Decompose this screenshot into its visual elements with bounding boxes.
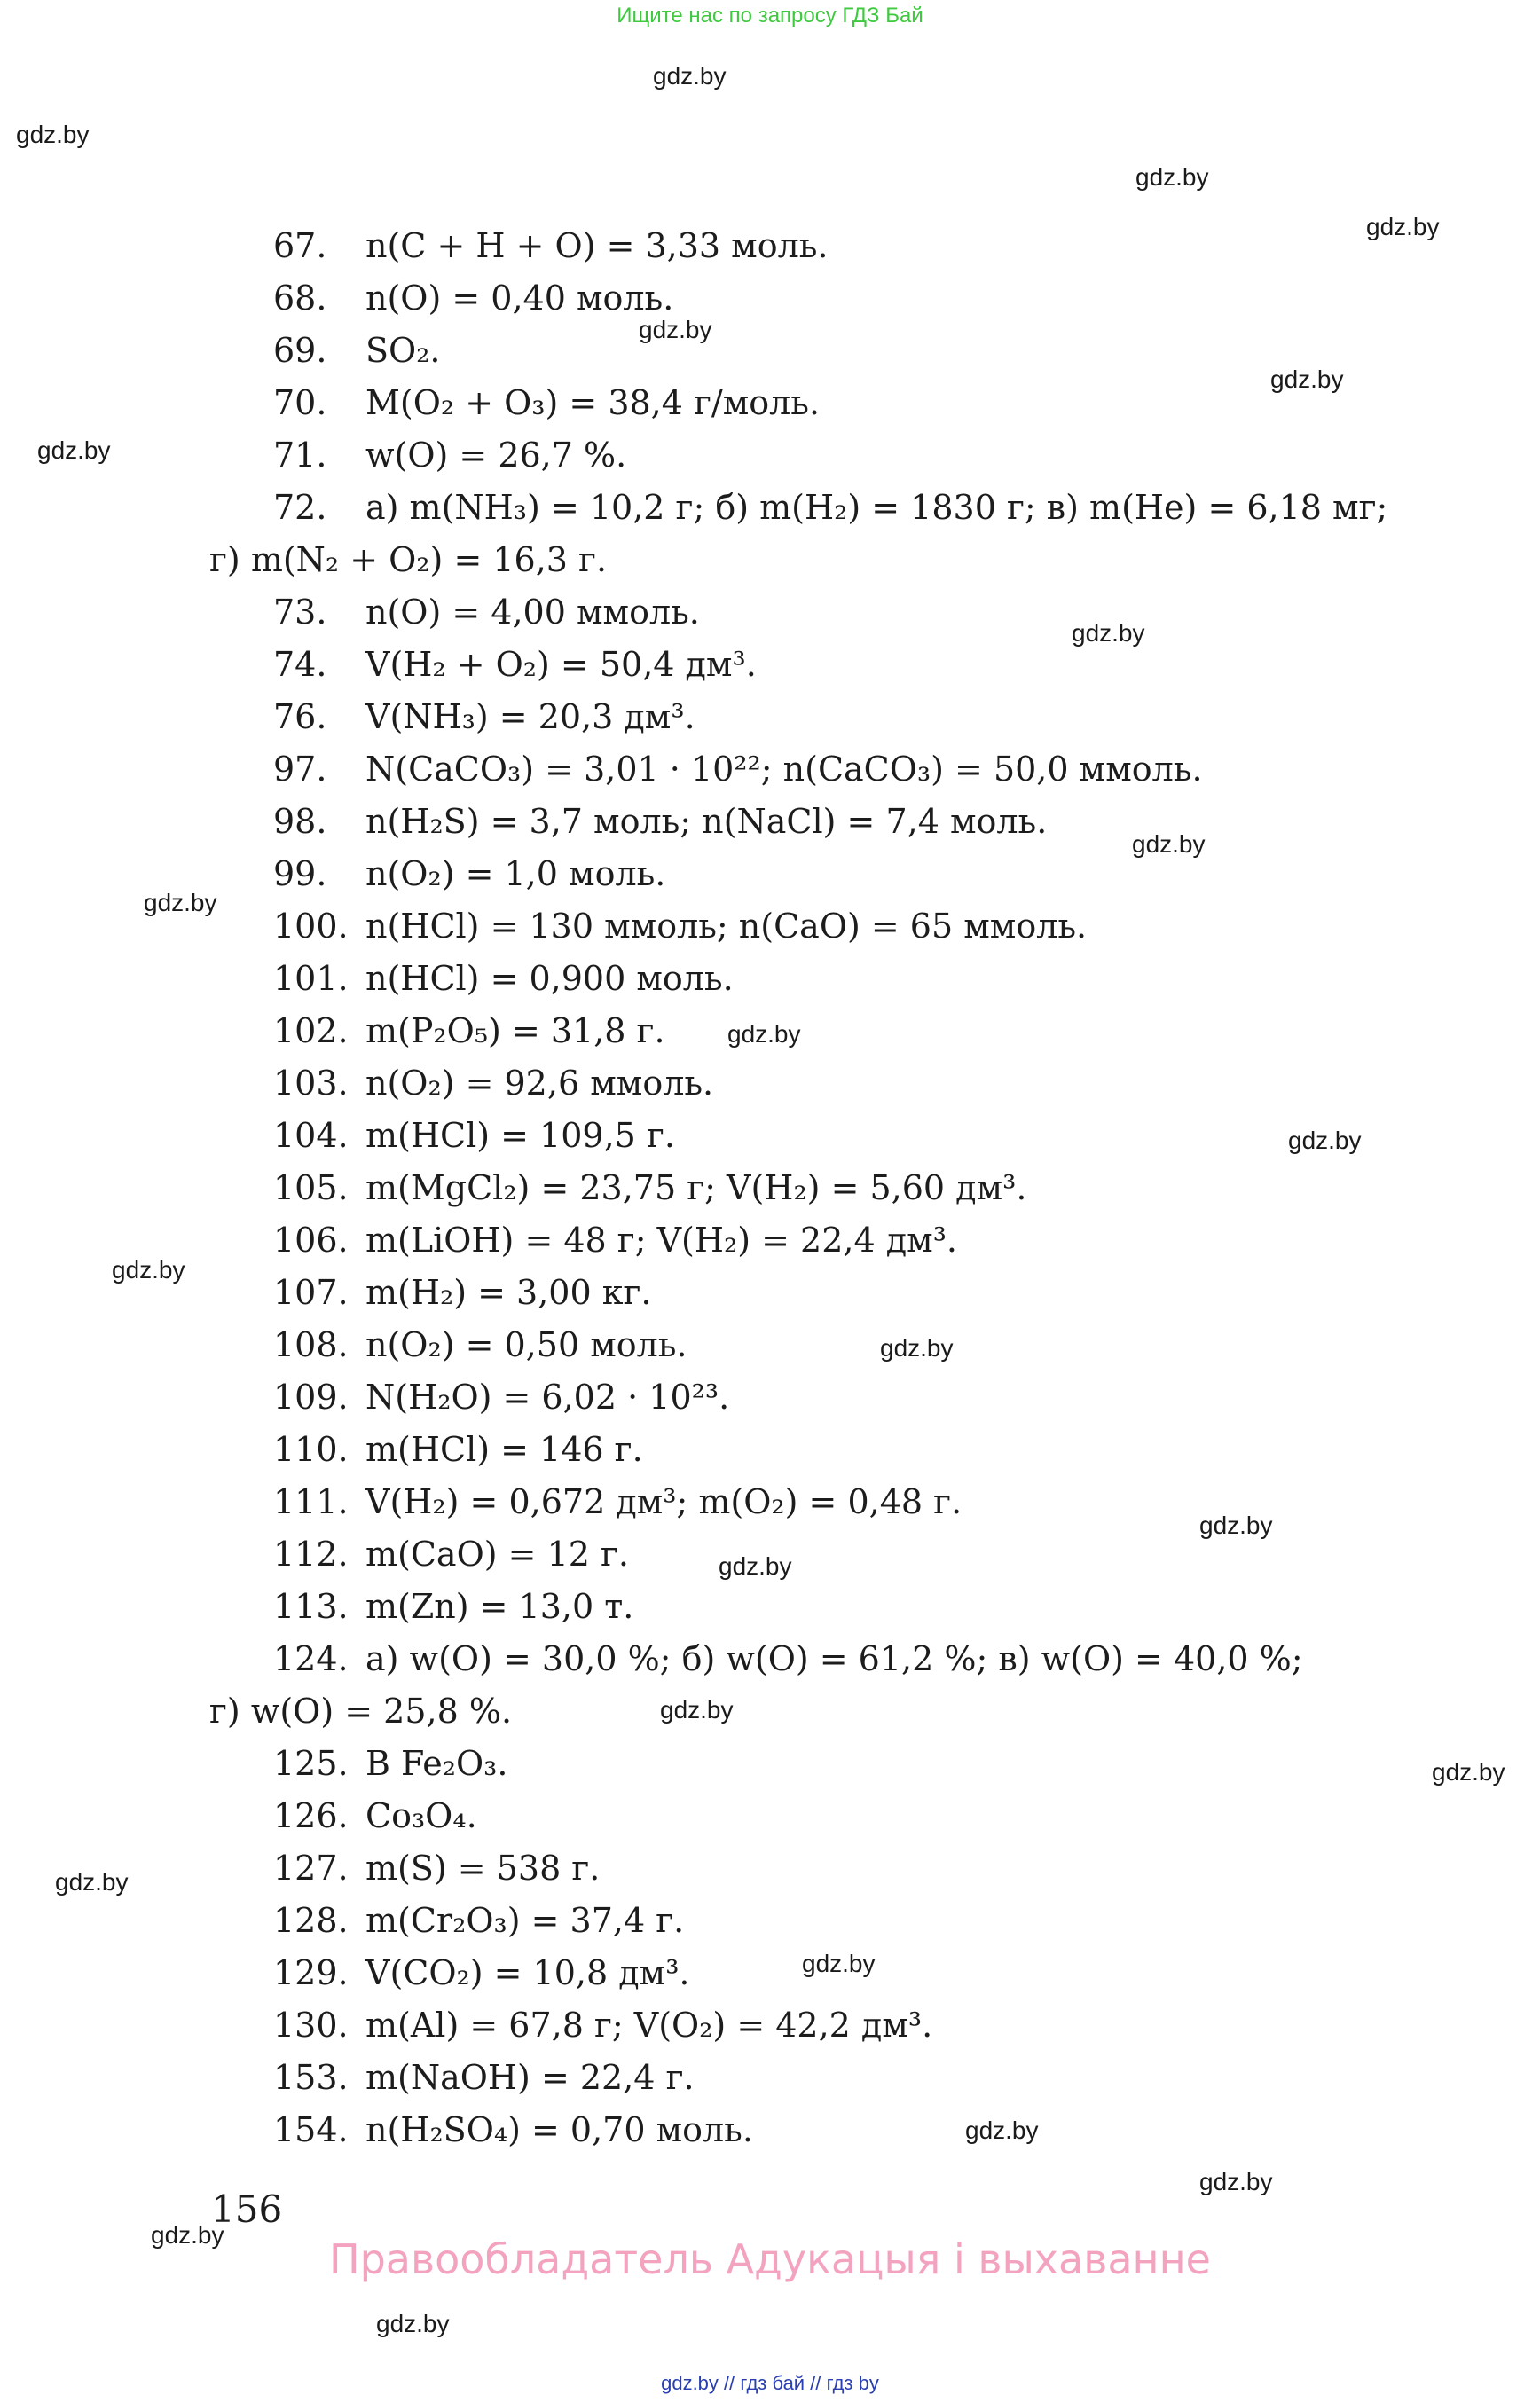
- answer-text: г) w(O) = 25,8 %.: [209, 1692, 513, 1731]
- answer-number: 102.: [273, 1011, 349, 1050]
- watermark: gdz.by: [965, 2116, 1039, 2144]
- answer-item: [0, 482, 1540, 534]
- answer-item: [0, 272, 1540, 325]
- answer-item: [0, 220, 1540, 272]
- answer-number: 98.: [273, 802, 327, 841]
- watermark: gdz.by: [55, 1868, 129, 1896]
- answer-text: n(H₂S) = 3,7 моль; n(NaCl) = 7,4 моль.: [365, 802, 1048, 841]
- answer-item: [0, 1528, 1540, 1581]
- answer-text: V(CO₂) = 10,8 дм³.: [365, 1953, 690, 1992]
- footer-link[interactable]: гдз бай: [740, 2372, 805, 2394]
- answer-text: m(HCl) = 109,5 г.: [365, 1116, 675, 1155]
- answer-text: В Fe₂O₃.: [365, 1744, 508, 1783]
- answer-item: [0, 1371, 1540, 1424]
- answer-text: m(LiOH) = 48 г; V(H₂) = 22,4 дм³.: [365, 1221, 958, 1260]
- page-number: 156: [211, 2187, 283, 2231]
- answer-item: [0, 1790, 1540, 1842]
- answer-item: [0, 796, 1540, 848]
- watermark: gdz.by: [1072, 619, 1145, 647]
- answer-number: 110.: [273, 1430, 349, 1469]
- watermark: gdz.by: [639, 316, 712, 343]
- answer-text: n(O) = 4,00 ммоль.: [365, 593, 700, 632]
- answer-number: 99.: [273, 854, 327, 893]
- footer-links: [0, 2372, 1540, 2395]
- watermark: gdz.by: [151, 2221, 224, 2249]
- copyright-notice: Правообладатель Адукацыя і выхаванне: [329, 2235, 1211, 2283]
- answer-text: n(O₂) = 0,50 моль.: [365, 1325, 688, 1364]
- answer-number: 109.: [273, 1378, 349, 1417]
- search-banner: Ищите нас по запросу ГДЗ Бай: [617, 4, 923, 27]
- footer-separator: //: [810, 2372, 821, 2394]
- answer-number: 113.: [273, 1587, 349, 1626]
- answer-item: [0, 1685, 1540, 1738]
- watermark: gdz.by: [1270, 365, 1344, 393]
- answer-number: 68.: [273, 279, 327, 318]
- watermark: gdz.by: [1132, 830, 1206, 858]
- watermark: gdz.by: [1199, 2168, 1273, 2195]
- answers-list: [0, 220, 1540, 2156]
- answer-item: [0, 1947, 1540, 1999]
- answer-text: m(HCl) = 146 г.: [365, 1430, 643, 1469]
- answer-item: [0, 848, 1540, 900]
- answer-text: n(O₂) = 1,0 моль.: [365, 854, 666, 893]
- answer-item: [0, 1999, 1540, 2052]
- answer-text: n(H₂SO₄) = 0,70 моль.: [365, 2110, 753, 2149]
- answer-item: [0, 953, 1540, 1005]
- answer-text: m(S) = 538 г.: [365, 1849, 601, 1888]
- answer-text: а) m(NH₃) = 10,2 г; б) m(H₂) = 1830 г; в) m(He) = 6,18 мг;: [365, 488, 1388, 527]
- watermark: gdz.by: [880, 1334, 954, 1362]
- answer-item: [0, 1267, 1540, 1319]
- watermark: gdz.by: [16, 121, 90, 148]
- answer-item: [0, 1895, 1540, 1947]
- answer-text: г) m(N₂ + O₂) = 16,3 г.: [209, 540, 608, 579]
- answer-number: 111.: [273, 1482, 349, 1521]
- answer-text: N(H₂O) = 6,02 · 10²³.: [365, 1378, 730, 1417]
- watermark: gdz.by: [144, 889, 217, 916]
- answer-number: 106.: [273, 1221, 349, 1260]
- answer-item: [0, 1476, 1540, 1528]
- answer-text: m(Al) = 67,8 г; V(O₂) = 42,2 дм³.: [365, 2006, 933, 2045]
- watermark: gdz.by: [660, 1696, 734, 1724]
- watermark: gdz.by: [1199, 1512, 1273, 1539]
- answer-text: m(NaOH) = 22,4 г.: [365, 2058, 695, 2097]
- answer-text: m(Cr₂O₃) = 37,4 г.: [365, 1901, 685, 1940]
- answer-text: M(O₂ + O₃) = 38,4 г/моль.: [365, 383, 821, 422]
- answer-text: SO₂.: [365, 331, 441, 370]
- answer-number: 97.: [273, 750, 327, 789]
- answer-number: 74.: [273, 645, 327, 684]
- answer-item: [0, 1633, 1540, 1685]
- answer-text: m(Zn) = 13,0 т.: [365, 1587, 634, 1626]
- answer-text: w(O) = 26,7 %.: [365, 436, 627, 475]
- watermark: gdz.by: [1366, 213, 1440, 240]
- answer-number: 101.: [273, 959, 349, 998]
- answer-number: 108.: [273, 1325, 349, 1364]
- answer-item: [0, 1162, 1540, 1214]
- footer-separator: //: [724, 2372, 735, 2394]
- watermark: gdz.by: [802, 1950, 876, 1977]
- answer-item: [0, 586, 1540, 639]
- answer-item: [0, 2052, 1540, 2104]
- watermark: gdz.by: [1135, 163, 1209, 191]
- answer-number: 124.: [273, 1639, 349, 1678]
- answer-number: 73.: [273, 593, 327, 632]
- answer-number: 130.: [273, 2006, 349, 2045]
- answer-number: 126.: [273, 1796, 349, 1835]
- answer-text: n(HCl) = 0,900 моль.: [365, 959, 734, 998]
- answer-text: m(H₂) = 3,00 кг.: [365, 1273, 652, 1312]
- answer-item: [0, 2104, 1540, 2156]
- answer-item: [0, 1842, 1540, 1895]
- answer-item: [0, 1110, 1540, 1162]
- answer-number: 76.: [273, 697, 327, 736]
- answer-number: 70.: [273, 383, 327, 422]
- answer-number: 100.: [273, 907, 349, 946]
- answer-text: V(H₂) = 0,672 дм³; m(O₂) = 0,48 г.: [365, 1482, 962, 1521]
- answer-number: 104.: [273, 1116, 349, 1155]
- watermark: gdz.by: [719, 1552, 792, 1580]
- answer-text: n(C + H + O) = 3,33 моль.: [365, 226, 829, 265]
- answer-number: 125.: [273, 1744, 349, 1783]
- watermark: gdz.by: [653, 62, 727, 90]
- answer-number: 105.: [273, 1168, 349, 1207]
- watermark: gdz.by: [37, 436, 111, 464]
- watermark: gdz.by: [1432, 1758, 1505, 1786]
- answer-number: 154.: [273, 2110, 349, 2149]
- answer-item: [0, 1214, 1540, 1267]
- answer-item: [0, 1581, 1540, 1633]
- answer-item: [0, 1057, 1540, 1110]
- watermark: gdz.by: [1288, 1127, 1362, 1154]
- watermark: gdz.by: [376, 2310, 450, 2337]
- answer-item: [0, 639, 1540, 691]
- answer-number: 153.: [273, 2058, 349, 2097]
- answer-item: [0, 325, 1540, 377]
- answer-text: n(O) = 0,40 моль.: [365, 279, 674, 318]
- answer-item: [0, 1738, 1540, 1790]
- answer-item: [0, 691, 1540, 743]
- answer-number: 69.: [273, 331, 327, 370]
- answer-number: 127.: [273, 1849, 349, 1888]
- footer-link[interactable]: гдз by: [826, 2372, 879, 2394]
- answer-number: 129.: [273, 1953, 349, 1992]
- watermark: gdz.by: [727, 1020, 801, 1048]
- answer-item: [0, 1005, 1540, 1057]
- answer-item: [0, 377, 1540, 429]
- footer-link[interactable]: gdz.by: [661, 2372, 719, 2394]
- answer-text: m(MgCl₂) = 23,75 г; V(H₂) = 5,60 дм³.: [365, 1168, 1027, 1207]
- answer-item: [0, 1424, 1540, 1476]
- answer-text: V(NH₃) = 20,3 дм³.: [365, 697, 695, 736]
- answer-number: 107.: [273, 1273, 349, 1312]
- answer-number: 71.: [273, 436, 327, 475]
- answer-item: [0, 534, 1540, 586]
- answer-text: а) w(O) = 30,0 %; б) w(O) = 61,2 %; в) w(O) = 40,0 %;: [365, 1639, 1303, 1678]
- watermark: gdz.by: [112, 1256, 185, 1284]
- answer-number: 103.: [273, 1064, 349, 1103]
- answer-number: 112.: [273, 1535, 349, 1574]
- answer-number: 67.: [273, 226, 327, 265]
- answer-text: m(P₂O₅) = 31,8 г.: [365, 1011, 665, 1050]
- answer-item: [0, 1319, 1540, 1371]
- answer-text: n(O₂) = 92,6 ммоль.: [365, 1064, 714, 1103]
- answer-number: 128.: [273, 1901, 349, 1940]
- answer-item: [0, 900, 1540, 953]
- answer-text: Co₃O₄.: [365, 1796, 477, 1835]
- answer-text: N(CaCO₃) = 3,01 · 10²²; n(CaCO₃) = 50,0 ммоль.: [365, 750, 1203, 789]
- answer-text: m(CaO) = 12 г.: [365, 1535, 629, 1574]
- answer-text: n(HCl) = 130 ммоль; n(CaO) = 65 ммоль.: [365, 907, 1088, 946]
- answer-number: 72.: [273, 488, 327, 527]
- answer-item: [0, 429, 1540, 482]
- answer-item: [0, 743, 1540, 796]
- answer-text: V(H₂ + O₂) = 50,4 дм³.: [365, 645, 757, 684]
